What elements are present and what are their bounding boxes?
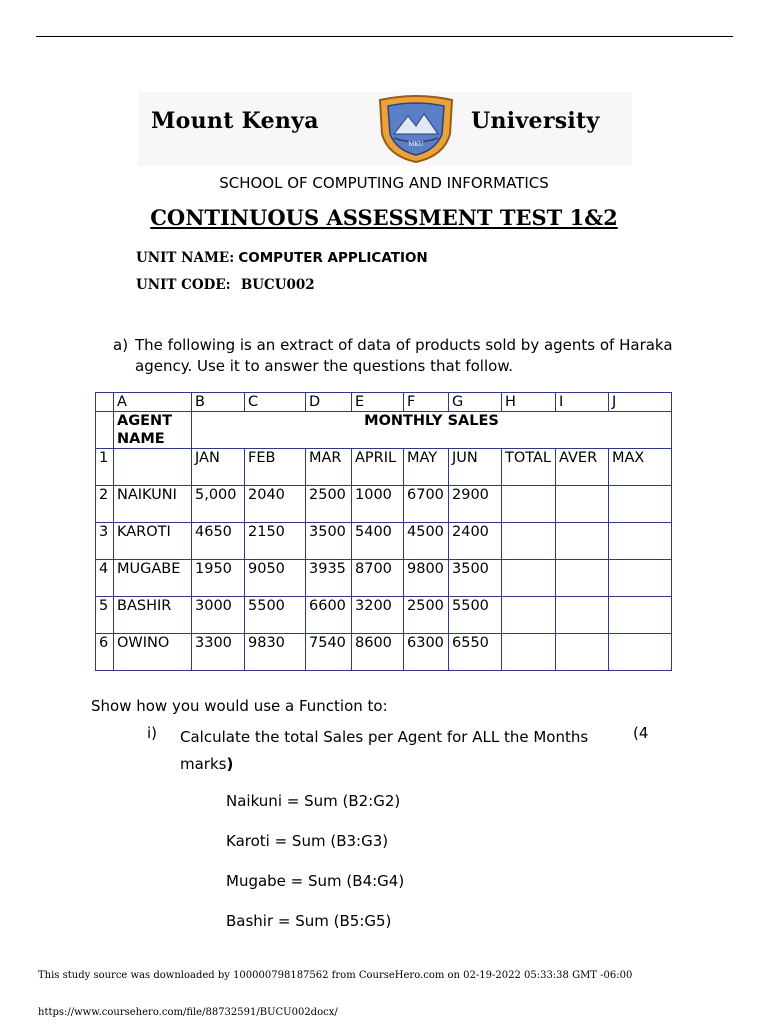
month-header: MAX: [609, 449, 672, 486]
sales-cell: [609, 486, 672, 523]
column-letter: C: [245, 393, 306, 412]
logo-text-left: Mount Kenya: [151, 108, 319, 134]
row-number: 4: [96, 560, 114, 597]
task-prompt: Show how you would use a Function to:: [91, 697, 388, 715]
sub-question-body: Calculate the total Sales per Agent for ALL the Months: [180, 728, 589, 746]
university-logo-banner: [138, 92, 632, 166]
school-name: SCHOOL OF COMPUTING AND INFORMATICS: [219, 174, 549, 192]
row-number: 5: [96, 597, 114, 634]
month-header: JAN: [192, 449, 245, 486]
column-letter: I: [556, 393, 609, 412]
sales-cell: [556, 597, 609, 634]
month-header: APRIL: [352, 449, 404, 486]
sales-cell: 5400: [352, 523, 404, 560]
column-letter: D: [306, 393, 352, 412]
sales-cell: [502, 486, 556, 523]
sales-cell: 7540: [306, 634, 352, 671]
column-letter: G: [449, 393, 502, 412]
sales-cell: 5500: [449, 597, 502, 634]
sales-cell: [556, 634, 609, 671]
table-row: [96, 560, 672, 597]
sales-cell: 3500: [449, 560, 502, 597]
agent-name-cell: OWINO: [114, 634, 192, 671]
table-row: [96, 634, 672, 671]
sales-cell: [502, 523, 556, 560]
row-number: [96, 412, 114, 449]
table-row: [96, 523, 672, 560]
column-letter: H: [502, 393, 556, 412]
sales-cell: [609, 597, 672, 634]
month-header: MAY: [404, 449, 449, 486]
sales-cell: 5,000: [192, 486, 245, 523]
column-letter: A: [114, 393, 192, 412]
page-title: CONTINUOUS ASSESSMENT TEST 1&2: [150, 205, 618, 230]
sales-cell: 6550: [449, 634, 502, 671]
question-marker: a): [113, 336, 129, 354]
corner-cell: [96, 393, 114, 412]
row-number: 1: [96, 449, 114, 486]
month-header: TOTAL: [502, 449, 556, 486]
svg-text:MKU: MKU: [408, 141, 424, 148]
sales-cell: 3000: [192, 597, 245, 634]
sales-table: [95, 392, 672, 671]
sales-cell: 2500: [306, 486, 352, 523]
month-header: MAR: [306, 449, 352, 486]
marks-close: ): [226, 755, 234, 773]
column-letter: F: [404, 393, 449, 412]
sub-question-marker: i): [147, 724, 158, 742]
sales-cell: 2500: [404, 597, 449, 634]
sales-cell: 3500: [306, 523, 352, 560]
sales-cell: 9050: [245, 560, 306, 597]
header-row: [96, 412, 672, 449]
sales-cell: 3935: [306, 560, 352, 597]
sales-cell: 2900: [449, 486, 502, 523]
row-number: 6: [96, 634, 114, 671]
monthly-sales-header: MONTHLY SALES: [192, 412, 672, 449]
month-header: JUN: [449, 449, 502, 486]
university-crest-icon: [370, 94, 462, 164]
sales-cell: [609, 634, 672, 671]
table-row: [96, 449, 672, 486]
sales-cell: 1950: [192, 560, 245, 597]
table-row: [96, 597, 672, 634]
sales-cell: [609, 560, 672, 597]
row-number: 2: [96, 486, 114, 523]
sales-cell: 9800: [404, 560, 449, 597]
answer-line: Bashir = Sum (B5:G5): [226, 912, 392, 930]
sales-cell: 2400: [449, 523, 502, 560]
agent-name-cell: NAIKUNI: [114, 486, 192, 523]
marks-open: (4: [633, 724, 649, 742]
sales-cell: 1000: [352, 486, 404, 523]
sales-cell: [502, 597, 556, 634]
column-letter: E: [352, 393, 404, 412]
sales-cell: 2150: [245, 523, 306, 560]
sales-cell: 6600: [306, 597, 352, 634]
sales-cell: 2040: [245, 486, 306, 523]
source-url: https://www.coursehero.com/file/88732591/BUCU002docx/: [38, 1007, 338, 1018]
sales-cell: 6700: [404, 486, 449, 523]
sales-cell: [609, 523, 672, 560]
top-divider: [36, 36, 733, 37]
sales-cell: 4500: [404, 523, 449, 560]
sales-cell: [502, 634, 556, 671]
sales-cell: [556, 560, 609, 597]
unit-name-value: COMPUTER APPLICATION: [238, 250, 428, 266]
sales-cell: 3200: [352, 597, 404, 634]
sales-cell: 3300: [192, 634, 245, 671]
unit-code-line: [136, 277, 315, 293]
logo-text-right: University: [471, 108, 600, 134]
answer-line: Mugabe = Sum (B4:G4): [226, 872, 405, 890]
sales-cell: [556, 523, 609, 560]
sales-cell: [502, 560, 556, 597]
unit-name-line: [136, 250, 428, 266]
unit-code-label: UNIT CODE:: [136, 277, 231, 293]
download-note: This study source was downloaded by 100000798187562 from CourseHero.com on 02-19-2022 05:33:38 GMT -06:00: [38, 970, 633, 981]
table-row: [96, 486, 672, 523]
marks-word: marks: [180, 755, 227, 773]
sales-cell: 5500: [245, 597, 306, 634]
agent-name-cell: KAROTI: [114, 523, 192, 560]
agent-name-header: AGENT NAME: [114, 412, 192, 449]
column-letter: J: [609, 393, 672, 412]
agent-name-cell: BASHIR: [114, 597, 192, 634]
sub-question-text: [180, 724, 650, 778]
column-letter: B: [192, 393, 245, 412]
answer-line: Naikuni = Sum (B2:G2): [226, 792, 401, 810]
agent-name-cell: MUGABE: [114, 560, 192, 597]
answer-line: Karoti = Sum (B3:G3): [226, 832, 389, 850]
sales-cell: 9830: [245, 634, 306, 671]
sales-cell: 4650: [192, 523, 245, 560]
sales-cell: [556, 486, 609, 523]
unit-name-label: UNIT NAME:: [136, 250, 235, 266]
sales-cell: 8600: [352, 634, 404, 671]
row-number: 3: [96, 523, 114, 560]
unit-code-value: BUCU002: [240, 277, 315, 293]
month-header: AVER: [556, 449, 609, 486]
month-header: FEB: [245, 449, 306, 486]
sales-cell: 6300: [404, 634, 449, 671]
column-letter-row: [96, 393, 672, 412]
sales-cell: 8700: [352, 560, 404, 597]
agent-cell: [114, 449, 192, 486]
question-intro-text: The following is an extract of data of products sold by agents of Haraka agency. Use it to answer the questions that follow.: [135, 336, 673, 375]
